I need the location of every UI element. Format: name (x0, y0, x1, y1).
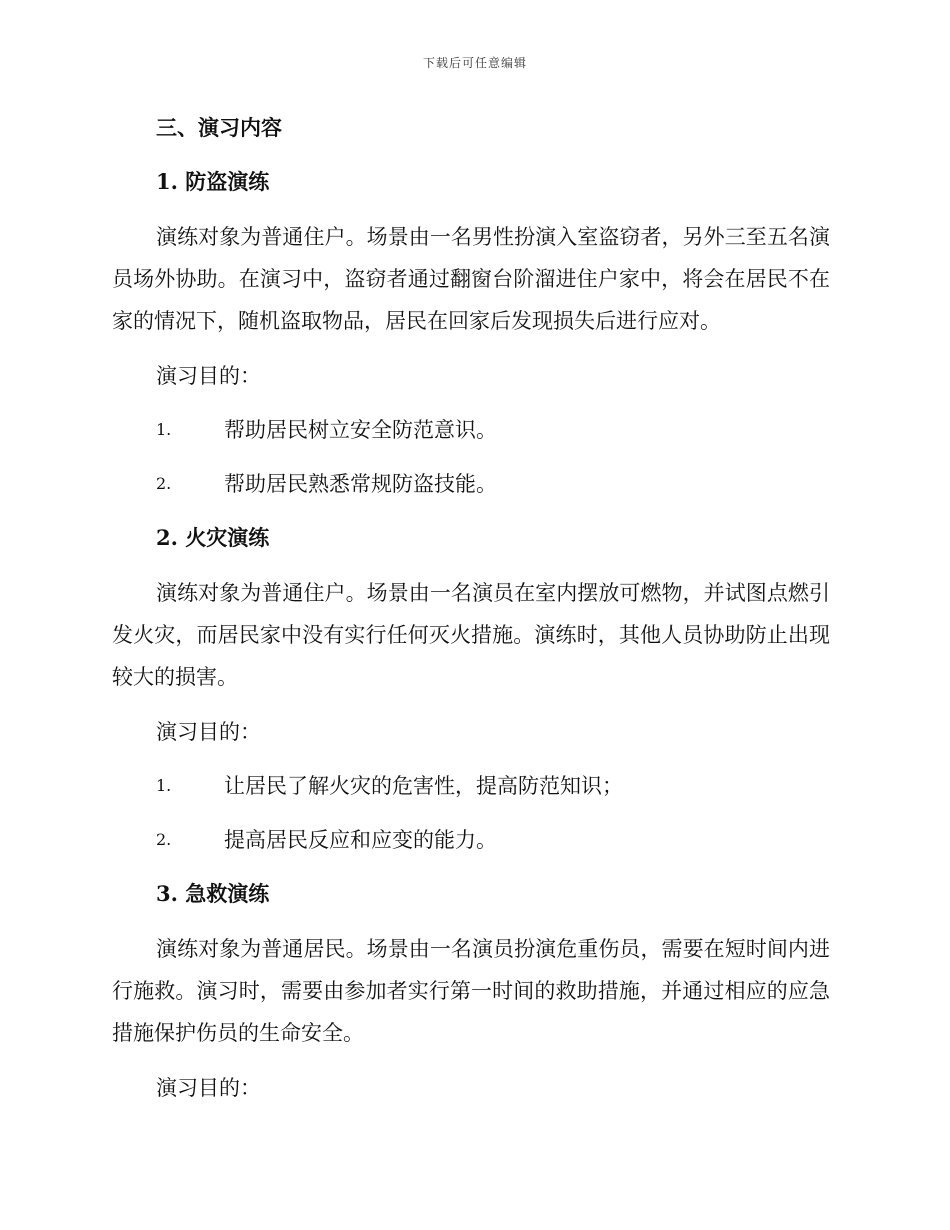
list-number: 1. (156, 420, 172, 439)
list-item (112, 820, 830, 860)
list-text: 帮助居民树立安全防范意识。 (224, 418, 497, 442)
drill-description-fire: 演练对象为普通住户。场景由一名演员在室内摆放可燃物，并试图点燃引发火灾，而居民家中没有实行任何灭火措施。演练时，其他人员协助防止出现较大的损害。 (112, 581, 830, 689)
purpose-label: 演习目的： (156, 1076, 261, 1100)
list-number: 2. (156, 830, 172, 849)
list-text: 让居民了解火灾的危害性，提高防范知识； (224, 774, 623, 798)
section-title: 三、演习内容 (156, 115, 282, 140)
drill-description-theft: 演练对象为普通住户。场景由一名男性扮演入室盗窃者，另外三至五名演员场外协助。在演习中，盗窃者通过翻窗台阶溜进住户家中，将会在居民不在家的情况下，随机盗取物品，居民在回家后发现损失后进行应对。 (112, 225, 830, 333)
purpose-label: 演习目的： (156, 364, 261, 388)
purpose-label: 演习目的： (156, 720, 261, 744)
list-text: 提高居民反应和应变的能力。 (224, 828, 497, 852)
drill-description-first-aid: 演练对象为普通居民。场景由一名演员扮演危重伤员，需要在短时间内进行施救。演习时，需要由参加者实行第一时间的救助措施，并通过相应的应急措施保护伤员的生命安全。 (112, 937, 830, 1045)
list-item (112, 410, 830, 450)
list-number: 2. (156, 474, 172, 493)
list-item (112, 766, 830, 806)
drill-heading-first-aid: 3. 急救演练 (156, 881, 270, 906)
drill-heading-fire: 2. 火灾演练 (156, 525, 270, 550)
drill-heading-theft: 1. 防盗演练 (156, 169, 270, 194)
document-body (112, 108, 830, 1108)
header-note: 下载后可任意编辑 (422, 56, 527, 70)
list-text: 帮助居民熟悉常规防盗技能。 (224, 472, 497, 496)
list-item (112, 464, 830, 504)
list-number: 1. (156, 776, 172, 795)
